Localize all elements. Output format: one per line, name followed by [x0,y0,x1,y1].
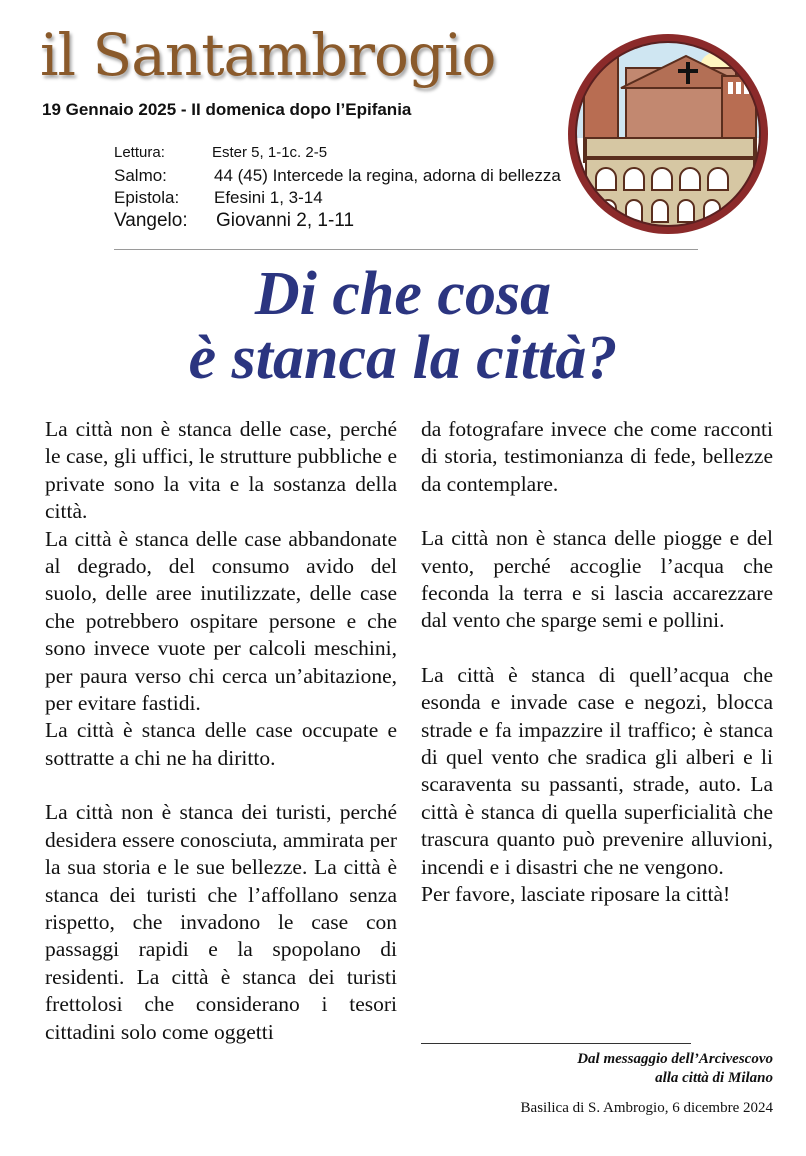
reading-ref: Giovanni 2, 1-11 [216,210,355,231]
reading-label: Salmo: [114,166,167,185]
reading-ref: Ester 5, 1-1c. 2-5 [212,144,328,161]
header-divider [114,249,698,250]
reading-label: Vangelo: [114,210,188,231]
reading-salmo [114,166,561,188]
signature-place-date: Basilica di S. Ambrogio, 6 dicembre 2024 [520,1100,773,1116]
article-paragraph: da fotografare invece che come racconti di storia, testimonianza di fede, bellezze da contemplare. [421,417,773,496]
article-paragraph: La città è stanca di quell’acqua che esonda e invade case e negozi, blocca strade e fa impazzire il traffico; è stanca di quel vento che sradica gli alberi e li scaraventa su passanti, strade, auto. La città è stanca di quella superficialità che trascura quanto può prevenire alluvioni, incendi e i disastri che ne vengono. [421,662,773,879]
basilica-sant-ambrogio-icon [566,28,770,238]
signature-line-2: alla città di Milano [655,1070,773,1086]
issue-dateline: 19 Gennaio 2025 - II domenica dopo l’Epifania [42,100,412,119]
article-paragraph: La città è stanca delle case abbandonate al degrado, del consumo avido del suolo, delle aree inutilizzate, delle case che potrebbero ospitare persone e che sono invece vuote per calcoli meschini, per paura verso chi cerca un’abitazione, per evitare fastidi. [45,526,397,716]
article-paragraph: Per favore, lasciate riposare la città! [421,882,731,907]
signature-line-1: Dal messaggio dell’Arcivescovo [577,1051,773,1067]
page-headline [0,262,806,390]
signature-divider [421,1043,691,1044]
article-paragraph: La città non è stanca dei turisti, perché desidera essere conosciuta, ammirata per la sua storia e le sue bellezze. La città è stanca dei turisti che l’affollano senza rispetto, che invadono le case con passaggi rapidi e la spopolano di residenti. La città è stanca dei turisti frettolosi che considerano i tesori cittadini solo come oggetti [45,800,397,1044]
headline-line-2: è stanca la città? [188,324,618,392]
reading-lettura [114,144,328,166]
reading-vangelo [114,210,355,234]
masthead-title: il Santambrogio [40,21,496,89]
basilica-logo [566,28,770,238]
signature-attribution [577,1050,773,1088]
reading-label: Lettura: [114,144,165,161]
article-paragraph: La città non è stanca delle case, perché le case, gli uffici, le strutture pubbliche e private sono la vita e la sostanza della città. [45,417,397,524]
reading-epistola [114,188,323,210]
reading-label: Epistola: [114,188,180,207]
article-column-right [421,416,773,909]
article-column-left [45,416,397,1046]
reading-ref: Efesini 1, 3-14 [214,188,323,207]
reading-ref: 44 (45) Intercede la regina, adorna di bellezza [214,166,561,185]
liturgical-readings [114,144,561,234]
article-paragraph: La città è stanca delle case occupate e sottratte a chi ne ha diritto. [45,718,397,770]
article-paragraph: La città non è stanca delle piogge e del vento, perché accoglie l’acqua che feconda la terra e si lascia accarezzare dal vento che sparge semi e pollini. [421,526,773,633]
headline-line-1: Di che cosa [254,260,552,328]
